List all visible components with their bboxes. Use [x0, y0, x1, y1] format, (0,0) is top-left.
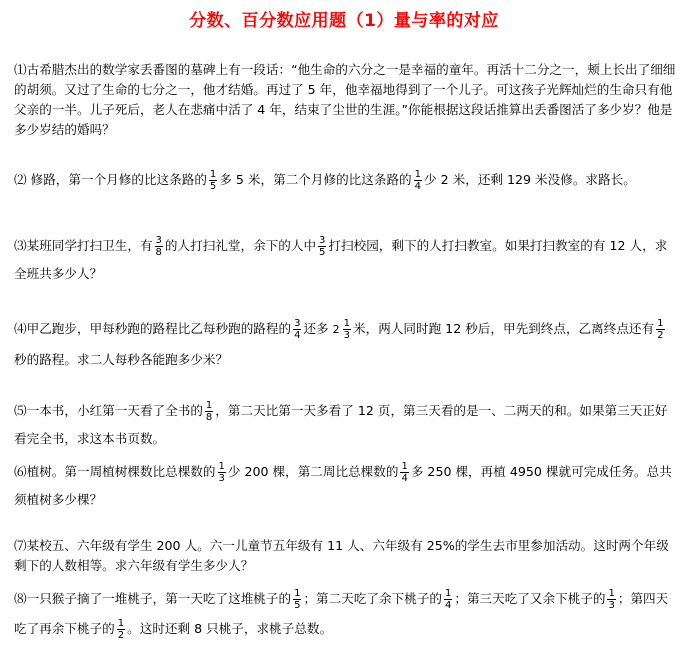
denominator: 4 — [414, 181, 422, 192]
denominator: 2 — [117, 630, 125, 641]
denominator: 3 — [218, 473, 225, 484]
fraction — [205, 400, 213, 423]
fraction — [656, 318, 664, 341]
problem-8-text-d: ；第四天吃了再余下桃子的 — [14, 591, 669, 636]
denominator: 5 — [209, 181, 217, 192]
page-title: 分数、百分数应用题（1）量与率的对应 — [189, 11, 499, 31]
numerator: 1 — [414, 169, 422, 180]
problem-7-text: ⑺某校五、六年级有学生 200 人。六一儿童节五年级有 11 人、六年级有 25%的学生去市里参加活动。这时两个年级剩下的人数相等。求六年级有学生多少人？ — [14, 538, 669, 573]
fraction — [318, 235, 326, 258]
problem-6 — [14, 458, 678, 514]
denominator: 4 — [444, 600, 452, 611]
numerator: 3 — [155, 235, 162, 246]
problem-6-text-a: ⑹植树。第一周植树棵数比总棵数的 — [14, 464, 216, 479]
problem-2-text-c: 少 2 米，还剩 129 米没修。求路长。 — [424, 172, 636, 187]
problem-7 — [14, 536, 678, 576]
fraction — [400, 461, 408, 484]
whole-part: 2 — [332, 322, 340, 336]
problem-5-text-b: ，第二天比第一天多看了 12 页，第三天看的是一、二两天的和。如果第三天正好看完全书，求这本书页数。 — [14, 403, 668, 446]
fraction — [209, 169, 217, 192]
denominator: 8 — [155, 247, 162, 258]
denominator: 2 — [657, 330, 664, 341]
fraction — [293, 588, 301, 611]
problem-5-text-a: ⑸一本书，小红第一天看了全书的 — [14, 403, 203, 418]
fraction — [155, 235, 163, 258]
numerator: 1 — [444, 588, 452, 599]
denominator: 8 — [205, 412, 213, 423]
numerator: 1 — [401, 461, 408, 472]
fraction — [414, 169, 422, 192]
problem-1 — [14, 60, 678, 140]
problem-6-text-c: 多 250 棵，再植 4950 棵就可完成任务。总共须植树多少棵？ — [14, 464, 672, 507]
problem-8-text-a: ⑻一只猴子摘了一堆桃子，第一天吃了这堆桃子的 — [14, 591, 292, 606]
numerator: 1 — [218, 461, 225, 472]
problem-4-text-a: ⑷甲乙跑步，甲每秒跑的路程比乙每秒跑的路程的 — [14, 321, 292, 336]
problem-2 — [14, 166, 678, 194]
problem-2-text-a: ⑵ 修路，第一个月修的比这条路的 — [14, 172, 207, 187]
problem-4-text-b: 还多 — [303, 321, 329, 336]
fraction — [343, 318, 351, 341]
mixed-number — [333, 314, 353, 345]
numerator: 1 — [294, 588, 301, 599]
problem-8-text-b: ；第二天吃了余下桃子的 — [303, 591, 442, 606]
fraction — [218, 461, 226, 484]
problem-8 — [14, 584, 678, 644]
problem-4 — [14, 314, 678, 375]
numerator: 3 — [319, 235, 326, 246]
fraction — [607, 588, 615, 611]
problem-8-text-e: 。这时还剩 8 只桃子，求桃子总数。 — [127, 621, 333, 636]
denominator: 5 — [319, 247, 326, 258]
numerator: 3 — [294, 318, 301, 329]
problem-6-text-b: 少 200 棵，第二周比总棵数的 — [227, 464, 399, 479]
numerator: 1 — [343, 318, 351, 330]
problem-1-text: ⑴古希腊杰出的数学家丢番图的墓碑上有一段话：“他生命的六分之一是幸福的童年。再活十二分之一，颊上长出了细细的胡须。又过了生命的七分之一，他才结婚。再过了 5 年，他幸福地得到了一个儿子。可这孩子光辉灿烂的生命只有他父亲的一半。儿子死后，老人在悲痛中活了 4 年，结束了尘世的生涯。”你能根据这段话推算出丢番图活了多少岁？他是多少岁结的婚吗？ — [14, 62, 676, 137]
fraction — [117, 618, 125, 641]
denominator: 3 — [608, 600, 615, 611]
problem-8-text-c: ；第三天吃了又余下桃子的 — [454, 591, 606, 606]
problem-3-text-c: 打扫校园，剩下的人打扫教室。如果打扫教室的有 12 人，求全班共多少人？ — [14, 238, 668, 281]
denominator: 4 — [294, 330, 301, 341]
denominator: 4 — [401, 473, 408, 484]
problem-3-text-b: 的人打扫礼堂，余下的人中 — [164, 238, 317, 253]
numerator: 1 — [657, 318, 664, 329]
problem-3-text-a: ⑶某班同学打扫卫生，有 — [14, 238, 153, 253]
numerator: 1 — [205, 400, 213, 411]
fraction — [444, 588, 452, 611]
numerator: 1 — [117, 618, 125, 629]
numerator: 1 — [209, 169, 217, 180]
denominator: 3 — [343, 330, 351, 342]
problem-4-text-d: 秒的路程。求二人每秒各能跑多少米？ — [14, 351, 229, 367]
fraction — [293, 318, 301, 341]
problem-2-text-b: 多 5 米，第二个月修的比这条路的 — [219, 172, 412, 187]
problem-5 — [14, 397, 678, 453]
denominator: 5 — [294, 600, 301, 611]
problem-4-text-c: 米，两人同时跑 12 秒后，甲先到终点，乙离终点还有 — [353, 321, 655, 336]
problem-3 — [14, 232, 678, 288]
numerator: 1 — [608, 588, 615, 599]
